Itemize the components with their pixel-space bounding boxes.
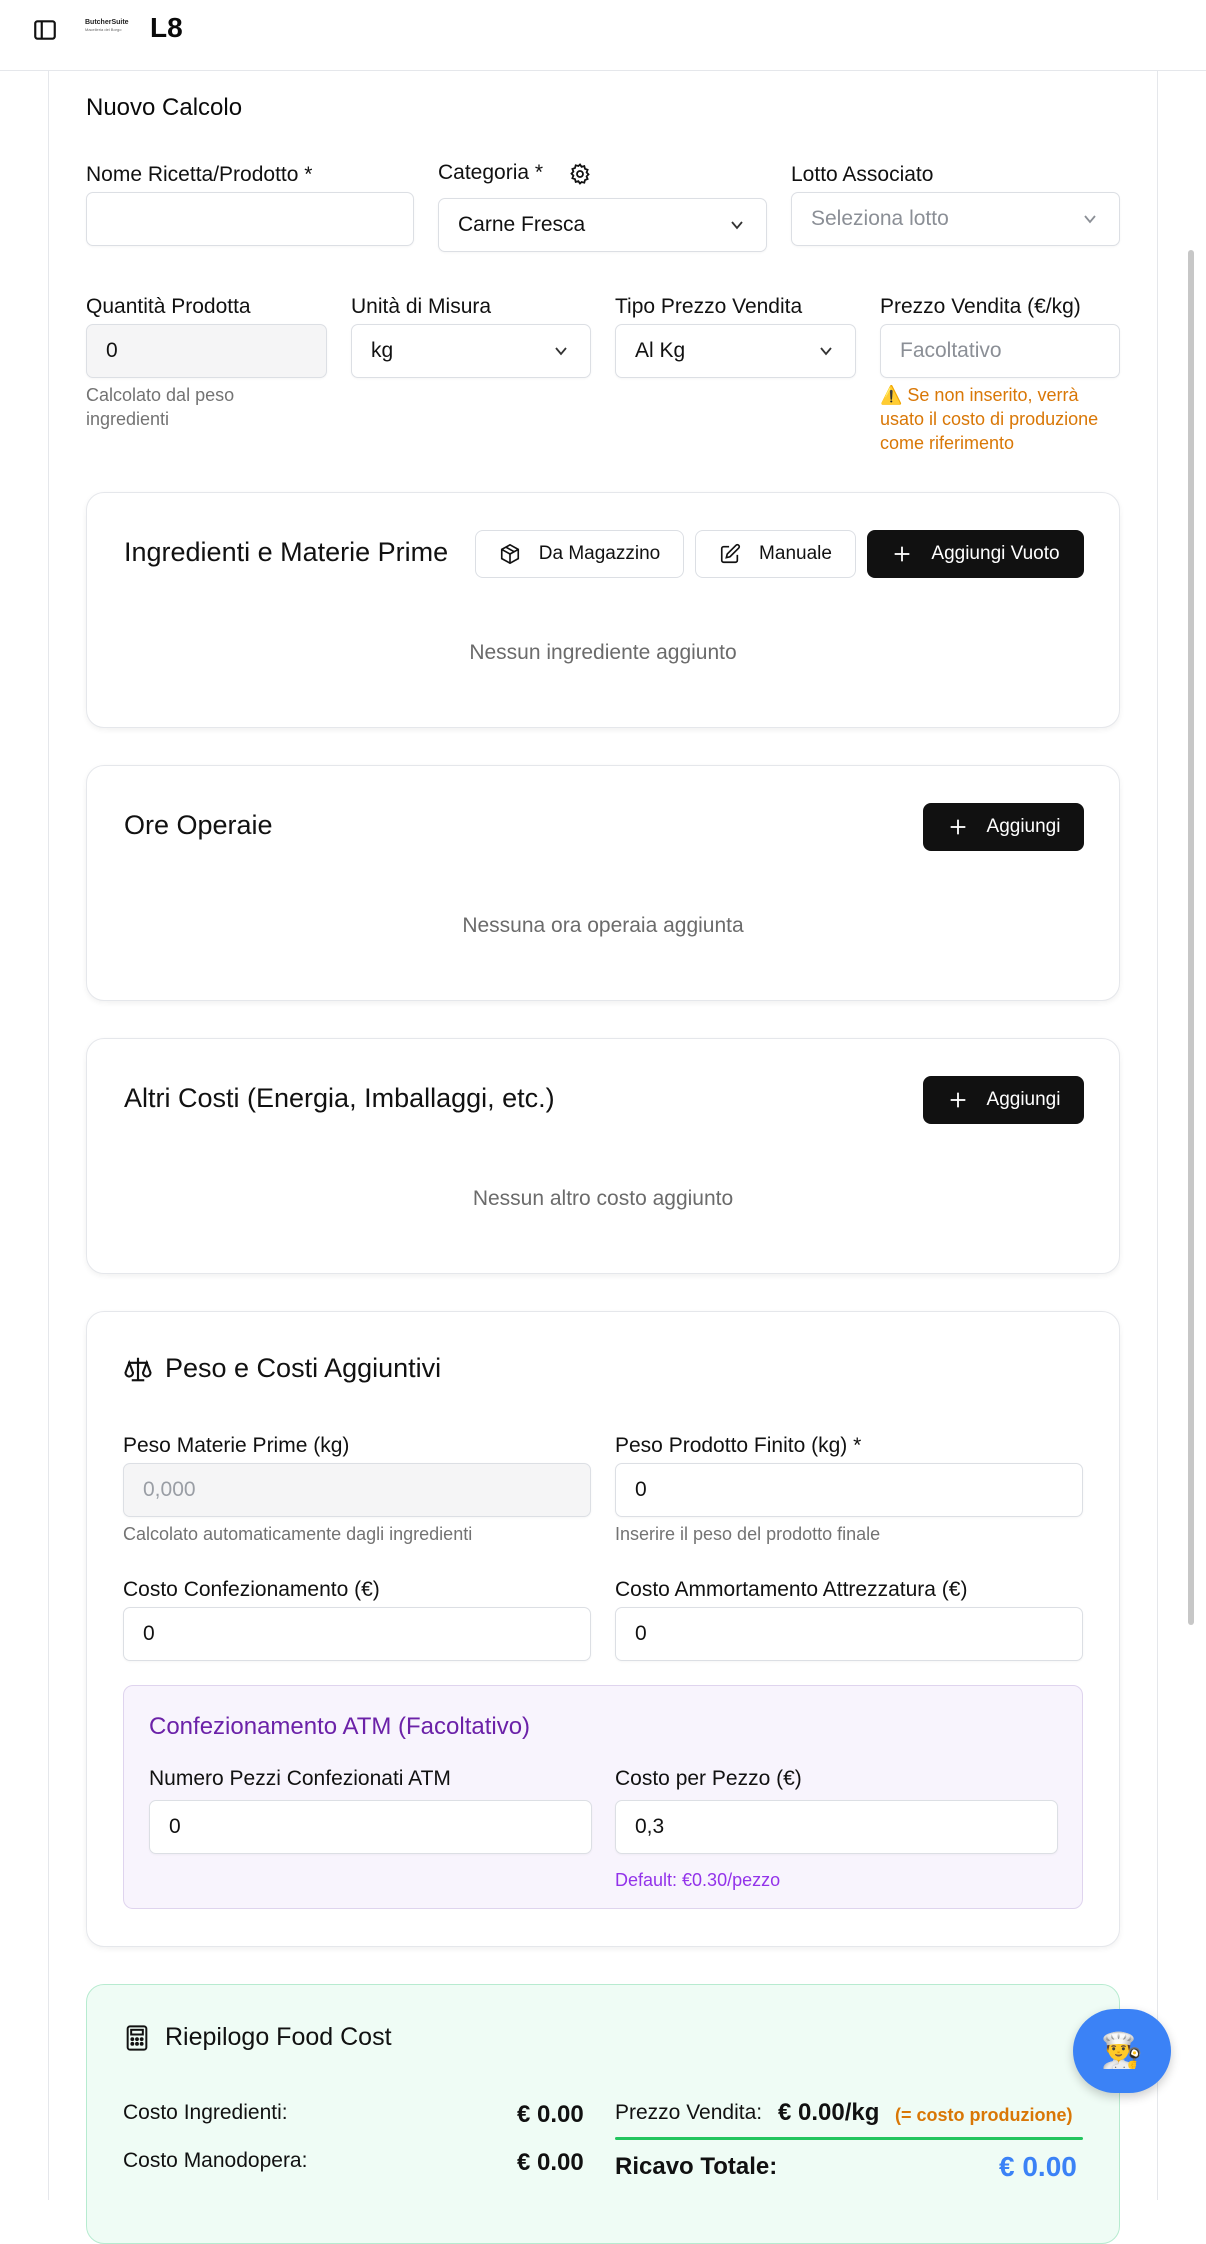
peso-finito-hint: Inserire il peso del prodotto finale: [615, 1524, 881, 1544]
chef-icon: 👨‍🍳: [1100, 2032, 1144, 2070]
peso-section: [86, 1311, 1120, 1947]
peso-finito-input[interactable]: 0: [615, 1463, 1083, 1517]
atm-pezzi-label: Numero Pezzi Confezionati ATM: [149, 1767, 451, 1790]
chevron-down-icon: [1083, 212, 1097, 226]
ammortamento-input[interactable]: 0: [615, 1607, 1083, 1661]
peso-finito-label: Peso Prodotto Finito (kg) *: [615, 1434, 862, 1457]
costo-ingredienti-value: € 0.00: [517, 2101, 584, 2128]
da-magazzino-button[interactable]: Da Magazzino: [475, 530, 684, 578]
atm-costo-input[interactable]: 0,3: [615, 1800, 1058, 1854]
confezionamento-input[interactable]: 0: [123, 1607, 591, 1661]
prezzo-warning: ⚠️ Se non inserito, verrà usato il costo di produzione come riferimento: [880, 385, 1099, 453]
ricavo-totale-value: € 0.00: [999, 2151, 1077, 2182]
aggiungi-altri-button[interactable]: Aggiungi: [923, 1076, 1084, 1124]
scrollbar[interactable]: [1188, 250, 1194, 1625]
ingredienti-section: [86, 492, 1120, 728]
chevron-down-icon: [554, 344, 568, 358]
ingredienti-title: Ingredienti e Materie Prime: [124, 537, 449, 567]
plus-icon: [947, 816, 969, 838]
peso-materie-input[interactable]: 0,000: [123, 1463, 591, 1517]
ore-section: [86, 765, 1120, 1001]
costo-ingredienti-label: Costo Ingredienti:: [123, 2101, 288, 2124]
prezzo-vendita-value: € 0.00/kg: [778, 2099, 880, 2126]
calculator-icon: [123, 2023, 151, 2053]
chef-assistant-button[interactable]: [1073, 2009, 1171, 2093]
package-icon: [499, 543, 521, 565]
scale-icon: [123, 1354, 153, 1384]
page-title: Nuovo Calcolo: [86, 94, 243, 121]
unita-label: Unità di Misura: [351, 295, 492, 318]
categoria-select[interactable]: Carne Fresca: [438, 198, 767, 252]
altri-title: Altri Costi (Energia, Imballaggi, etc.): [124, 1083, 555, 1113]
app-title: L8: [150, 12, 183, 43]
lotto-label: Lotto Associato: [791, 163, 934, 186]
ore-empty: Nessuna ora operaia aggiunta: [462, 914, 744, 937]
edit-icon: [719, 543, 741, 565]
nome-label: Nome Ricetta/Prodotto *: [86, 163, 313, 186]
costo-manodopera-value: € 0.00: [517, 2149, 584, 2176]
ore-title: Ore Operaie: [124, 810, 273, 840]
ricavo-totale-label: Ricavo Totale:: [615, 2153, 778, 2180]
altri-empty: Nessun altro costo aggiunto: [472, 1187, 734, 1210]
quantita-input[interactable]: 0: [86, 324, 327, 378]
manuale-button[interactable]: Manuale: [695, 530, 856, 578]
chevron-down-icon: [730, 218, 744, 232]
atm-costo-label: Costo per Pezzo (€): [615, 1767, 802, 1790]
aggiungi-vuoto-button[interactable]: Aggiungi Vuoto: [867, 530, 1084, 578]
plus-icon: [947, 1089, 969, 1111]
prezzo-vendita-label: Prezzo Vendita:: [615, 2101, 763, 2124]
prezzo-input[interactable]: Facoltativo: [880, 324, 1120, 378]
nome-input[interactable]: [86, 192, 414, 246]
divider: [615, 2137, 1083, 2140]
quantita-label: Quantità Prodotta: [86, 295, 251, 318]
peso-materie-label: Peso Materie Prime (kg): [123, 1434, 350, 1457]
unita-select[interactable]: kg: [351, 324, 591, 378]
summary-section: [86, 1984, 1120, 2244]
atm-box: [123, 1685, 1083, 1909]
top-bar: [0, 0, 1206, 71]
ammortamento-label: Costo Ammortamento Attrezzatura (€): [615, 1578, 968, 1601]
confezionamento-label: Costo Confezionamento (€): [123, 1578, 380, 1601]
tipo-prezzo-label: Tipo Prezzo Vendita: [615, 295, 803, 318]
tipo-prezzo-select[interactable]: Al Kg: [615, 324, 856, 378]
sidebar-toggle-icon[interactable]: [32, 17, 58, 43]
aggiungi-ore-button[interactable]: Aggiungi: [923, 803, 1084, 851]
chevron-down-icon: [819, 344, 833, 358]
quantita-hint: Calcolato dal peso ingredienti: [86, 385, 235, 429]
plus-icon: [891, 543, 913, 565]
costo-manodopera-label: Costo Manodopera:: [123, 2149, 308, 2172]
prezzo-vendita-note: (= costo produzione): [895, 2105, 1073, 2125]
altri-section: [86, 1038, 1120, 1274]
atm-title: Confezionamento ATM (Facoltativo): [149, 1713, 531, 1740]
atm-costo-hint: Default: €0.30/pezzo: [615, 1870, 781, 1890]
logo: ButcherSuite Macelleria del Borgo: [85, 19, 129, 32]
peso-materie-hint: Calcolato automaticamente dagli ingredienti: [123, 1524, 473, 1544]
atm-pezzi-input[interactable]: 0: [149, 1800, 592, 1854]
prezzo-label: Prezzo Vendita (€/kg): [880, 295, 1081, 318]
peso-title: Peso e Costi Aggiuntivi: [165, 1353, 442, 1383]
gear-icon[interactable]: [568, 162, 592, 186]
lotto-select[interactable]: Seleziona lotto: [791, 192, 1120, 246]
ingredienti-empty: Nessun ingrediente aggiunto: [469, 641, 737, 664]
categoria-label: Categoria *: [438, 161, 544, 184]
summary-title: Riepilogo Food Cost: [165, 2023, 392, 2051]
